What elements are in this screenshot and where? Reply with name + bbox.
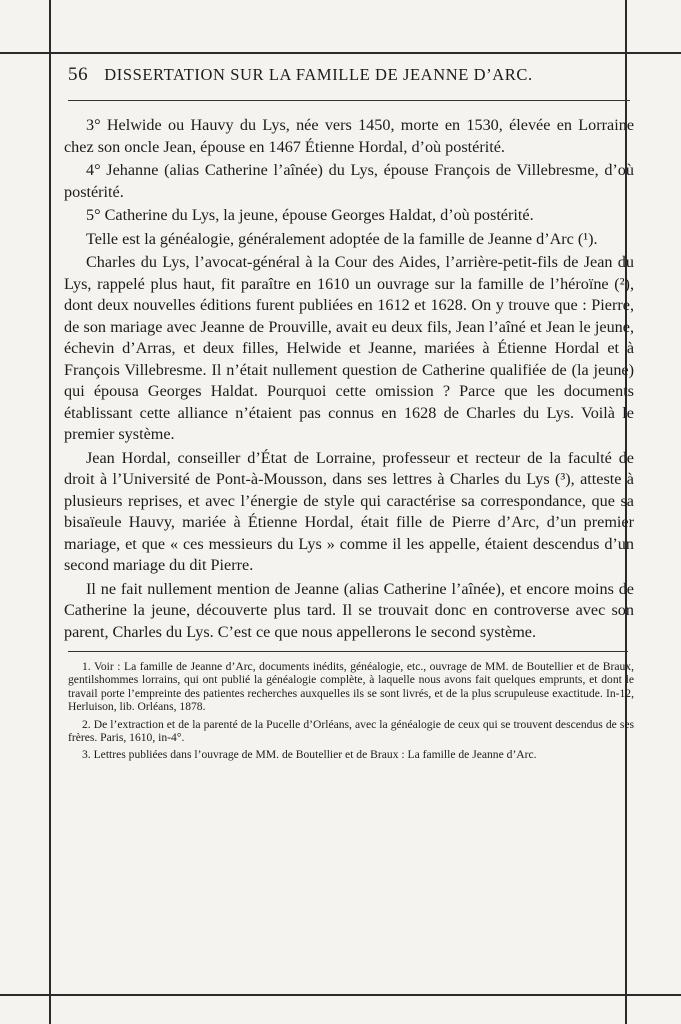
running-title: DISSERTATION SUR LA FAMILLE DE JEANNE D’ARC.	[104, 65, 533, 84]
footnote-3: 3. Lettres publiées dans l’ouvrage de MM. de Boutellier et de Braux : La famille de Jeanne d’Arc.	[82, 748, 537, 762]
paragraph-jehanne: 4° Jehanne (alias Catherine l’aînée) du Lys, épouse François de Villebresme, d’où postérité.	[64, 161, 634, 201]
paragraph-jean-hordal: Jean Hordal, conseiller d’État de Lorraine, professeur et recteur de la faculté de droit à l’Université de Pont-à-Mousson, dans ses lettres à Charles du Lys (³), atteste à plusieurs reprises, et avec l’énergie de style qui caractérise sa correspondance, que sa bisaïeule Hauvy, mariée à Étienne Hordal, était fille de Pierre d’Arc, d’un premier mariage, et que « ces messieurs du Lys » comme il les appelle, étaient descendus d’un second mariage du dit Pierre.	[64, 448, 634, 574]
scan-frame-left	[49, 0, 51, 1024]
paragraph-charles-du-lys: Charles du Lys, l’avocat-général à la Cour des Aides, l’arrière-petit-fils de Jean du Lys, rappelé plus haut, fit paraître en 1610 un ouvrage sur la famille de l’héroïne (²), dont deux nouvelles éditions furent publiées en 1612 et 1628. On y trouve que : Pierre, de son mariage avec Jeanne de Prouville, avait eu deux fils, Jean l’aîné et Jean le jeune, échevin d’Arras, et deux filles, Helwide et Jeanne, mariées à Étienne Hordal et à François Villebresme. Il n’était nullement question de Catherine qualifiée de (la jeune) qui épousa Georges Haldat. Pourquoi cette omission ? Parce que les documents établissant cette alliance n’étaient pas connus en 1628 de Charles du Lys. Voilà le premier système.	[64, 253, 634, 443]
running-header	[64, 64, 634, 92]
main-text	[64, 115, 634, 643]
paragraph-second-systeme: Il ne fait nullement mention de Jeanne (alias Catherine l’aînée), et encore moins de Catherine la jeune, découverte plus tard. Il se trouvait donc en controverse avec son parent, Charles du Lys. C’est ce que nous appellerons le second système.	[64, 579, 634, 641]
page-number: 56	[68, 64, 89, 85]
paragraph-helwide: 3° Helwide ou Hauvy du Lys, née vers 1450, morte en 1530, élevée en Lorraine chez son oncle Jean, épouse en 1467 Étienne Hordal, d’où postérité.	[64, 116, 634, 156]
paragraph-catherine: 5° Catherine du Lys, la jeune, épouse Georges Haldat, d’où postérité.	[86, 206, 534, 224]
book-page	[64, 64, 634, 1004]
scan-frame-top	[0, 52, 681, 54]
paragraph-genealogie: Telle est la généalogie, généralement adoptée de la famille de Jeanne d’Arc (¹).	[86, 229, 598, 248]
footnote-2: 2. De l’extraction et de la parenté de la Pucelle d’Orléans, avec la généalogie de ceux qui se trouvent descendus de ses frères. Paris, 1610, in-4°.	[68, 717, 634, 745]
footnote-rule	[68, 651, 628, 652]
header-rule	[68, 100, 630, 101]
footnotes	[64, 660, 634, 762]
footnote-1: 1. Voir : La famille de Jeanne d’Arc, documents inédits, généalogie, etc., ouvrage de MM. de Boutellier et de Braux, gentilshommes lorrains, qui ont publié la généalogie complète, à laquelle nous avons fait quelques emprunts, et dont le travail porte l’empreinte des patientes recherches auxquelles ils se sont livrés, et de la plus scrupuleuse exactitude. In-12, Herluison, lib. Orléans, 1878.	[68, 660, 634, 714]
